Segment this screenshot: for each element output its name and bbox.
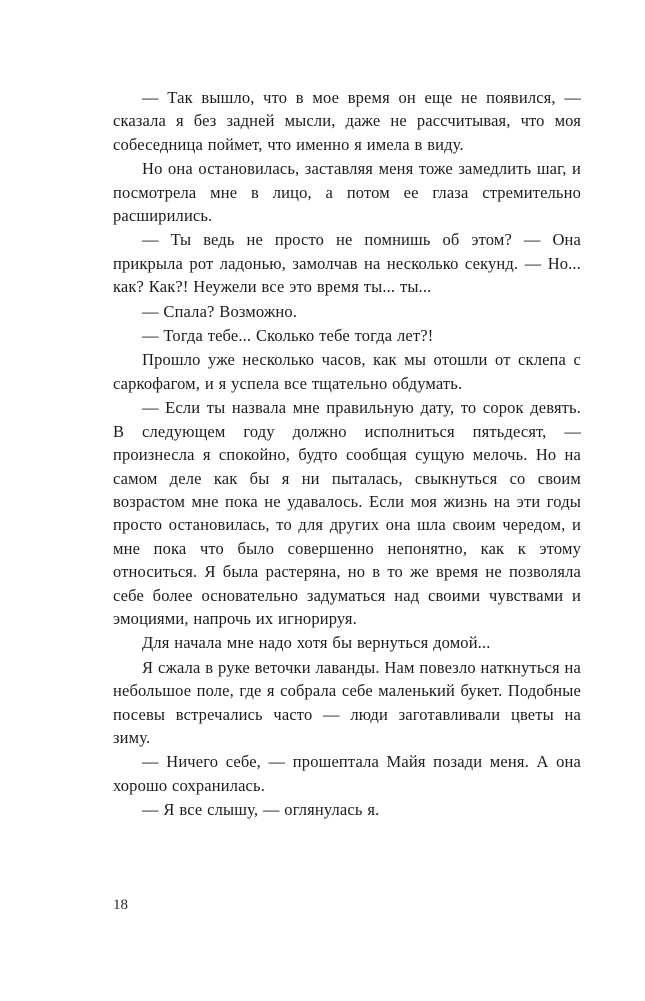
paragraph: — Спала? Возможно. xyxy=(142,301,298,321)
paragraph: — Если ты назвала мне правильную дату, то сорок девять. В следующем году должно исполниться пятьдесят, — произнесла я спокойно, будто сообщая сущую мелочь. Но на самом деле как бы я ни пыталась, свыкнуться со своим возрастом мне пока не удавалось. Если моя жизнь на эти годы просто остановилась, то для других она шла своим чередом, и мне пока что было совершенно непонятно, как к этому относиться. Я была растеряна, но в то же время не позволяла себе более основательно задуматься над своими чувствами и эмоциями, напрочь их игнорируя. xyxy=(113,398,581,628)
paragraph: Я сжала в руке веточки лаванды. Нам повезло наткнуться на небольшое поле, где я собрала себе маленький букет. Подобные посевы встречались часто — люди заготавливали цветы на зиму. xyxy=(113,657,581,747)
paragraph: — Я все слышу, — оглянулась я. xyxy=(142,800,380,820)
paragraph: Но она остановилась, заставляя меня тоже замедлить шаг, и посмотрела мне в лицо, а потом ее глаза стремительно расширились. xyxy=(113,159,581,226)
paragraph: — Так вышло, что в мое время он еще не появился, — сказала я без задней мысли, даже не рассчитывая, что моя собеседница поймет, что именно я имела в виду. xyxy=(113,88,581,154)
paragraph: — Тогда тебе... Сколько тебе тогда лет?! xyxy=(142,326,434,346)
paragraph: Для начала мне надо хотя бы вернуться домой... xyxy=(142,633,491,653)
page-number: 18 xyxy=(113,897,128,913)
paragraph: — Ты ведь не просто не помнишь об этом? — Она прикрыла рот ладонью, замолчав на несколько секунд. — Но... как? Как?! Неужели все это время ты... ты... xyxy=(113,230,581,297)
paragraph: Прошло уже несколько часов, как мы отошли от склепа с саркофагом, и я успела все тщательно обдумать. xyxy=(113,350,581,393)
paragraph: — Ничего себе, — прошептала Майя позади меня. А она хорошо сохранилась. xyxy=(113,752,581,795)
page-text xyxy=(113,86,581,822)
